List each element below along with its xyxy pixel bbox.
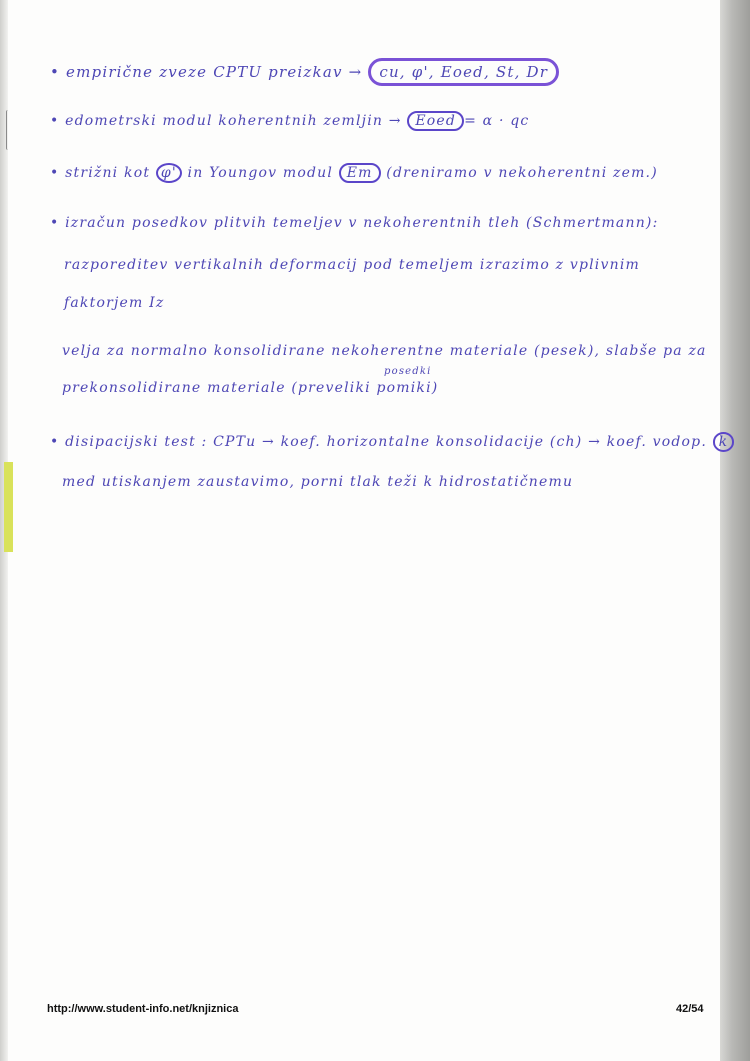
note-line-3-youngs: in Youngov modul — [187, 165, 334, 181]
note-line-2 — [50, 111, 529, 131]
note-line-4: • izračun posedkov plitvih temeljev v nekoherentnih tleh (Schmertmann): — [50, 215, 659, 231]
note-line-7: velja za normalno konsolidirane nekoherentne materiale (pesek), slabše pa za — [62, 343, 707, 359]
page-edge — [720, 0, 750, 1061]
note-line-3-remark: (dreniramo v nekoherentni zem.) — [386, 165, 658, 181]
circled-phi: φ' — [156, 163, 182, 183]
circled-eoed: Eoed — [407, 111, 464, 131]
note-line-10: med utiskanjem zaustavimo, porni tlak teži k hidrostatičnemu — [62, 474, 574, 490]
eoed-formula: = α · qc — [464, 113, 530, 129]
note-line-8-annotation: posedki — [384, 366, 432, 377]
note-line-1-text: • empirične zveze CPTU preizkav → — [50, 63, 363, 81]
footer-page-number: 42/54 — [676, 1003, 704, 1015]
note-line-6: faktorjem Iz — [64, 295, 165, 311]
note-line-8: prekonsolidirane materiale (preveliki pomiki) — [62, 380, 439, 396]
note-line-9-text: • disipacijski test : CPTu → koef. horizontalne konsolidacije (ch) → koef. vodop. — [50, 434, 707, 450]
note-line-2-text: • edometrski modul koherentnih zemljin → — [50, 113, 402, 129]
note-line-3 — [50, 163, 658, 183]
circled-k: k — [713, 432, 735, 452]
circled-em: Em — [339, 163, 381, 183]
note-line-9 — [50, 432, 734, 452]
circled-parameters: cu, φ', Eoed, St, Dr — [368, 58, 559, 86]
yellow-tab-marker — [4, 462, 13, 552]
note-line-5: razporeditev vertikalnih deformacij pod temeljem izrazimo z vplivnim — [64, 257, 640, 273]
footer-url: http://www.student-info.net/knjiznica — [47, 1003, 239, 1015]
scanned-page — [8, 0, 720, 1061]
binder-mark — [6, 110, 11, 150]
note-line-1 — [50, 58, 559, 86]
note-line-3-text: • strižni kot — [50, 165, 151, 181]
